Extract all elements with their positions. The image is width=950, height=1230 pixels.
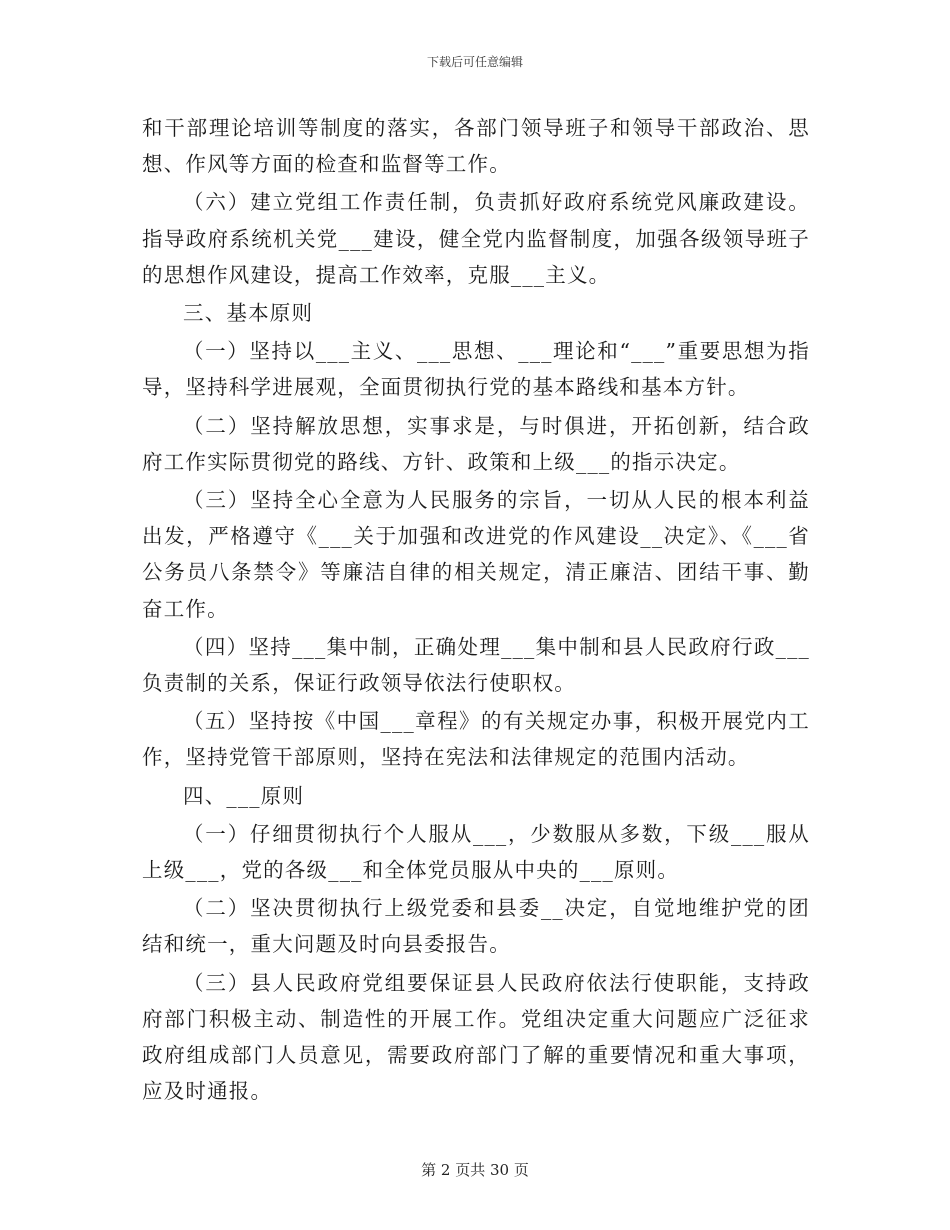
- paragraph-principle-four: （四）坚持___集中制，正确处理___集中制和县人民政府行政___负责制的关系，保证行政领导依法行使职权。: [142, 634, 810, 696]
- paragraph-section-four-two: （二）坚决贯彻执行上级党委和县委__决定，自觉地维护党的团结和统一，重大问题及时向县委报告。: [142, 896, 810, 957]
- page-header: 下载后可任意编辑: [426, 55, 523, 69]
- section-heading-basic-principles: 三、基本原则: [183, 301, 314, 326]
- paragraph-item-six: （六）建立党组工作责任制，负责抓好政府系统党风廉政建设。指导政府系统机关党___建设，健全党内监督制度，加强各级领导班子的思想作风建设，提高工作效率，克服___主义。: [142, 190, 810, 287]
- page-footer: 第 2 页共 30 页: [421, 1161, 529, 1179]
- document-body: [142, 110, 810, 1111]
- paragraph-continuation: 和干部理论培训等制度的落实，各部门领导班子和领导干部政治、思想、作风等方面的检查和监督等工作。: [142, 116, 810, 177]
- paragraph-principle-three: （三）坚持全心全意为人民服务的宗旨，一切从人民的根本利益出发，严格遵守《___关于加强和改进党的作风建设__决定》、《___省公务员八条禁令》等廉洁自律的相关规定，清正廉洁、团结干事、勤奋工作。: [142, 488, 810, 621]
- section-heading-four: 四、___原则: [183, 783, 305, 808]
- paragraph-section-four-one: （一）仔细贯彻执行个人服从___，少数服从多数，下级___服从上级___，党的各级___和全体党员服从中央的___原则。: [142, 821, 810, 883]
- paragraph-principle-two: （二）坚持解放思想，实事求是，与时俱进，开拓创新，结合政府工作实际贯彻党的路线、方针、政策和上级___的指示决定。: [142, 413, 810, 474]
- paragraph-principle-one: （一）坚持以___主义、___思想、___理论和“___”重要思想为指导，坚持科学进展观，全面贯彻执行党的基本路线和基本方针。: [142, 339, 810, 400]
- paragraph-principle-five: （五）坚持按《中国___章程》的有关规定办事，积极开展党内工作，坚持党管干部原则，坚持在宪法和法律规定的范围内活动。: [142, 709, 810, 770]
- paragraph-section-four-three: （三）县人民政府党组要保证县人民政府依法行使职能，支持政府部门积极主动、制造性的开展工作。党组决定重大问题应广泛征求政府组成部门人员意见，需要政府部门了解的重要情况和重大事项，应及时通报。: [142, 970, 810, 1104]
